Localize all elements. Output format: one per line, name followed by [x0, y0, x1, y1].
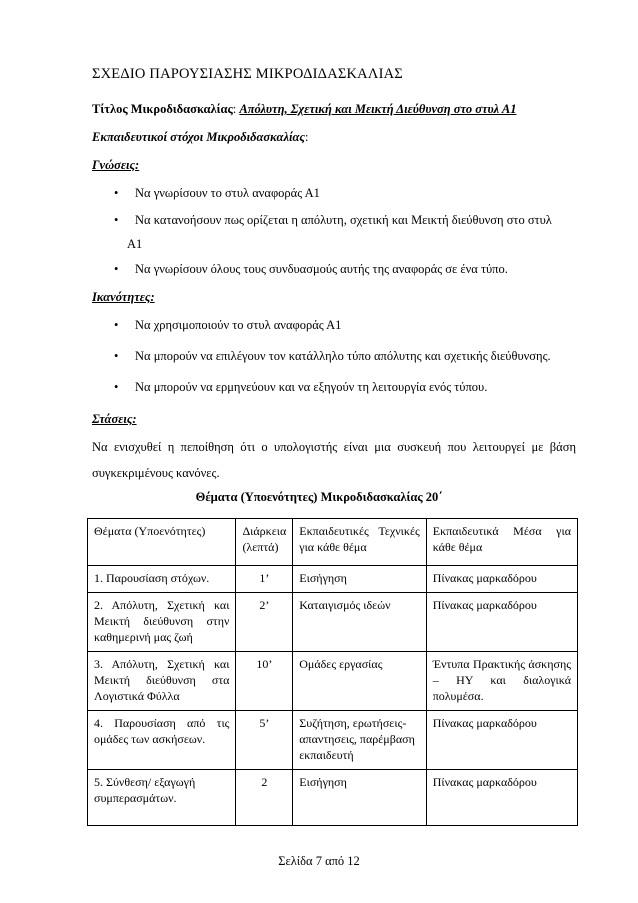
header-cell-topics: Θέματα (Υποενότητες): [88, 519, 236, 566]
table-row: [88, 770, 578, 826]
table-cell: Πίνακας μαρκαδόρου: [426, 566, 577, 593]
bullet-icon: •: [114, 262, 119, 276]
table-row: [88, 593, 578, 652]
objectives-label: Εκπαιδευτικοί στόχοι Μικροδιδασκαλίας: [92, 130, 305, 144]
bullet-icon: •: [114, 349, 119, 363]
table-cell: Πίνακας μαρκαδόρου: [426, 770, 577, 826]
attitudes-text-line-2: συγκεκριμένους κανόνες.: [92, 466, 220, 480]
table-row: [88, 566, 578, 593]
table-row: [88, 711, 578, 770]
objectives-separator: :: [304, 130, 309, 144]
attitudes-heading: Στάσεις:: [92, 412, 137, 426]
table-cell: 2. Απόλυτη, Σχετική και Μεικτή διεύθυνση στην καθημερινή μας ζωή: [88, 593, 236, 652]
table-cell: 2’: [236, 593, 293, 652]
bullet-icon: •: [114, 213, 119, 227]
microteaching-title-label: Τίτλος Μικροδιδασκαλίας: [92, 102, 233, 116]
table-cell: 2: [236, 770, 293, 826]
table-header-row: [88, 519, 578, 566]
knowledge-list: [92, 186, 582, 277]
table-cell: 5. Σύνθεση/ εξαγωγή συμπερασμάτων.: [88, 770, 236, 826]
header-cell-techniques: Εκπαιδευτικές Τεχνικές για κάθε θέμα: [293, 519, 426, 566]
objectives-line: [92, 130, 308, 145]
table-cell: Εισήγηση: [293, 566, 426, 593]
table-caption: Θέματα (Υποενότητες) Μικροδιδασκαλίας 20΄: [195, 490, 443, 504]
skills-heading: Ικανότητες:: [92, 290, 155, 304]
table-cell: Καταιγισμός ιδεών: [293, 593, 426, 652]
table-cell: 3. Απόλυτη, Σχετική και Μεικτή διεύθυνση στα Λογιστικά Φύλλα: [88, 652, 236, 711]
knowledge-heading: Γνώσεις:: [92, 158, 140, 172]
table-cell: 10’: [236, 652, 293, 711]
header-cell-means: Εκπαιδευτικά Μέσα για κάθε θέμα: [426, 519, 577, 566]
table-cell: 1’: [236, 566, 293, 593]
list-item-continuation: Α1: [127, 237, 143, 251]
document-title: ΣΧΕΔΙΟ ΠΑΡΟΥΣΙΑΣΗΣ ΜΙΚΡΟΔΙΔΑΣΚΑΛΙΑΣ: [92, 66, 403, 82]
list-item: • Να χρησιμοποιούν το στυλ αναφοράς Α1: [114, 318, 342, 332]
list-item: • Να γνωρίσουν όλους τους συνδυασμούς αυτής της αναφοράς σε ένα τύπο.: [114, 262, 508, 276]
table-cell: 4. Παρουσίαση από τις ομάδες των ασκήσεων.: [88, 711, 236, 770]
attitudes-text-line-1: Να ενισχυθεί η πεποίθηση ότι ο υπολογιστής είναι μια συσκευή που λειτουργεί με βάση: [92, 440, 576, 454]
table-cell: 1. Παρουσίαση στόχων.: [88, 566, 236, 593]
table-cell: Πίνακας μαρκαδόρου: [426, 711, 577, 770]
list-item: • Να μπορούν να επιλέγουν τον κατάλληλο τύπο απόλυτης και σχετικής διεύθυνσης.: [114, 349, 551, 363]
page-footer: Σελίδα 7 από 12: [278, 854, 360, 868]
skills-list: [92, 318, 582, 395]
microteaching-title-line: [92, 102, 516, 117]
table-cell: Συζήτηση, ερωτήσεις-απαντησεις, παρέμβαση εκπαιδευτή: [293, 711, 426, 770]
list-item: • Να κατανοήσουν πως ορίζεται η απόλυτη, σχετική και Μεικτή διεύθυνση στο στυλ: [114, 213, 552, 227]
table-cell: Έντυπα Πρακτικής άσκησης – ΗΥ και διαλογικά πολυμέσα.: [426, 652, 577, 711]
table-cell: Πίνακας μαρκαδόρου: [426, 593, 577, 652]
header-cell-duration: Διάρκεια (λεπτά): [236, 519, 293, 566]
bullet-icon: •: [114, 186, 119, 200]
table-cell: Εισήγηση: [293, 770, 426, 826]
topics-table: [87, 518, 578, 826]
list-item: • Να μπορούν να ερμηνεύουν και να εξηγούν τη λειτουργία ενός τύπου.: [114, 380, 488, 394]
bullet-icon: •: [114, 318, 119, 332]
table-cell: Ομάδες εργασίας: [293, 652, 426, 711]
microteaching-title-separator: :: [232, 102, 240, 116]
microteaching-title-value: Απόλυτη, Σχετική και Μεικτή Διεύθυνση στο στυλ Α1: [239, 102, 517, 116]
bullet-icon: •: [114, 380, 119, 394]
attitudes-paragraph: [92, 434, 576, 486]
list-item: • Να γνωρίσουν το στυλ αναφοράς Α1: [114, 186, 320, 200]
table-row: [88, 652, 578, 711]
table-cell: 5’: [236, 711, 293, 770]
